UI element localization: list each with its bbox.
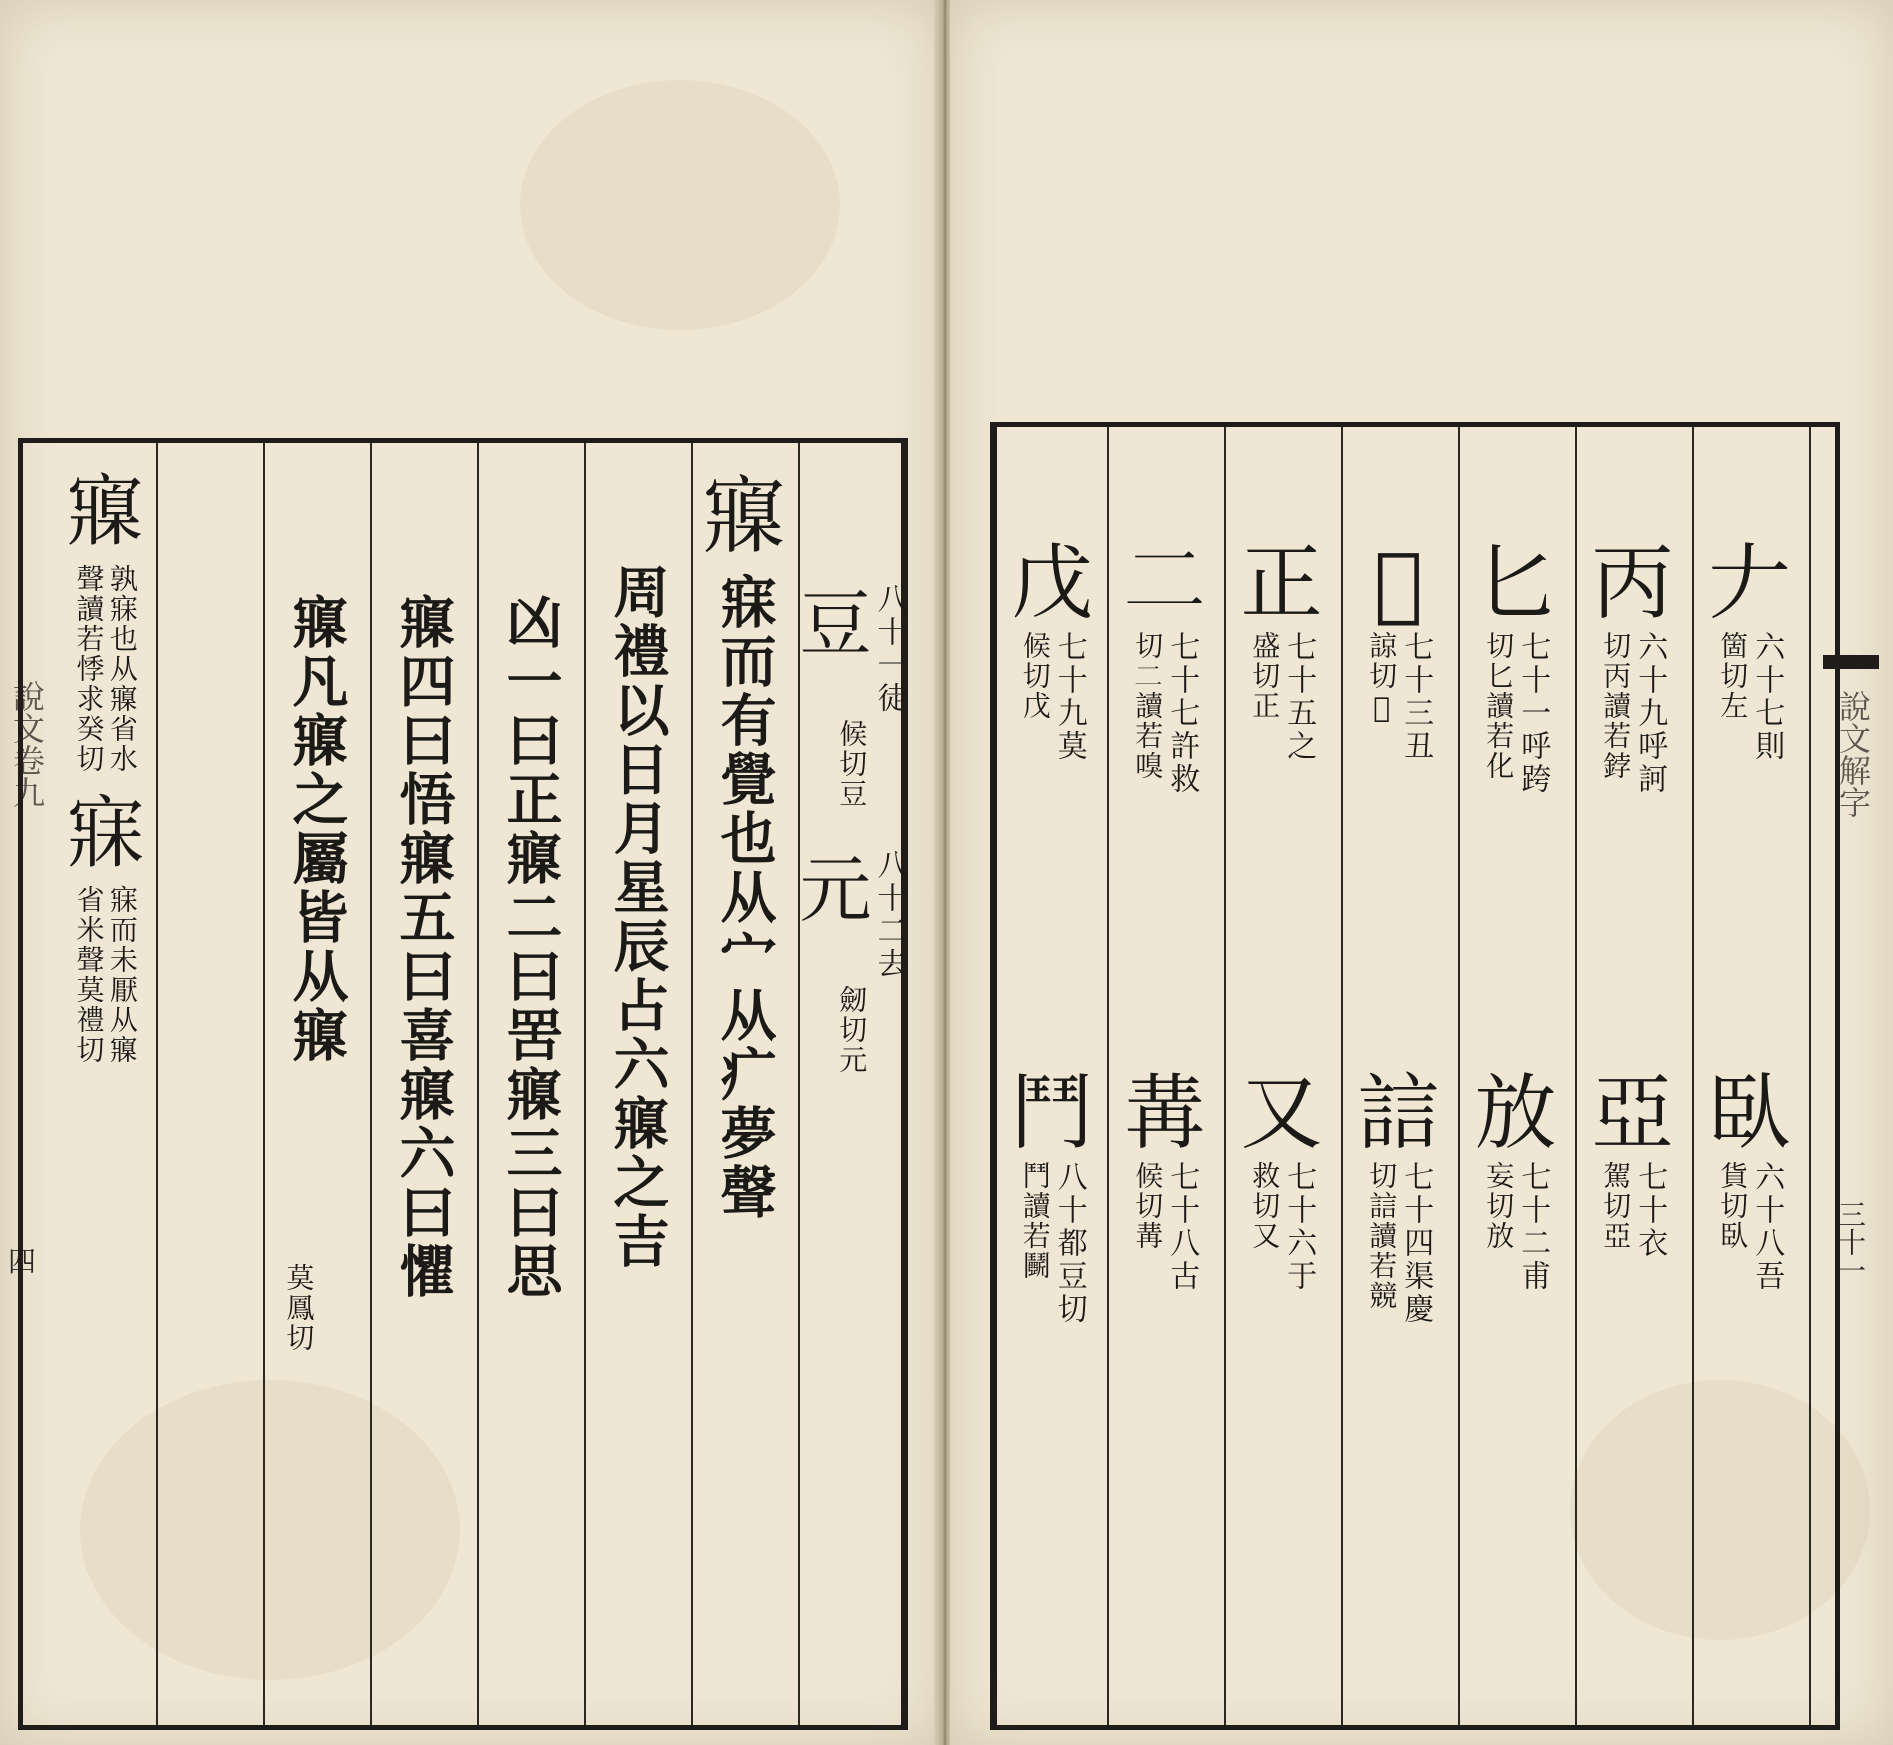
seal-character: 臥 (1708, 1066, 1791, 1161)
seal-character-head: 寱 (702, 467, 787, 565)
fanqie-note: 鬥讀若鬭 (1018, 1161, 1052, 1282)
entry-bottom-5 (1224, 1067, 1339, 1293)
entry-number: 七十三丑 (1398, 631, 1434, 764)
entry-top-5 (1224, 537, 1339, 763)
left-page (0, 0, 940, 1745)
entry-number: 八十一徒 (871, 583, 907, 715)
gloss-line: 寱四曰悟寱五曰喜寱六曰懼 (390, 593, 457, 1301)
paper-stain (520, 80, 840, 330)
seal-character: 𠂇 (1708, 536, 1791, 631)
fanqie-note: 切𠄞讀若嗅 (1131, 631, 1165, 782)
seal-character: 𠢋 (1373, 536, 1424, 631)
seal-character: 戊 (1010, 536, 1093, 631)
fanqie-note: 候切豆 (835, 719, 869, 809)
seal-character: 放 (1474, 1066, 1557, 1161)
fanqie-note: 貨切臥 (1716, 1161, 1750, 1252)
fanqie-note: 切誩讀若競 (1365, 1161, 1399, 1312)
entry-number: 七十七許救 (1164, 631, 1200, 797)
fanqie-note: 切匕讀若化 (1482, 631, 1516, 782)
seal-character: 𠄞 (1123, 536, 1206, 631)
entry-number: 七十衣 (1632, 1161, 1668, 1261)
gloss-column (264, 443, 369, 1725)
entry-number: 八十都豆切 (1051, 1161, 1087, 1327)
entry-number: 七十五之 (1281, 631, 1317, 764)
entry-number: 六十九呼訶 (1632, 631, 1668, 797)
gloss-column (585, 443, 690, 1725)
gloss-line: 寱凡寱之屬皆从寱 (283, 593, 350, 1065)
seal-character: 誩 (1357, 1066, 1440, 1161)
entry-number: 七十九莫 (1051, 631, 1087, 764)
seal-character-sub-a: 寱 (66, 467, 145, 557)
seal-character-dou: 豆 (799, 582, 872, 666)
sub-note: 寐而未厭从寱 (105, 885, 139, 1066)
sub-note: 省米聲莫禮切 (72, 885, 106, 1066)
fanqie-note: 莫鳳切 (282, 1263, 316, 1353)
right-folio: 三十一 (1834, 1200, 1867, 1284)
left-folio: 四 (8, 1245, 37, 1278)
entry-number: 八十二去 (871, 849, 907, 981)
entry-dou-column (799, 443, 907, 1725)
entry-top-7 (997, 537, 1107, 763)
seal-character: 匕 (1474, 536, 1557, 631)
sub-note: 聲讀若悸求癸切 (72, 563, 106, 774)
entry-number: 七十二甫 (1515, 1161, 1551, 1294)
seal-character: 丙 (1591, 536, 1674, 631)
fanqie-note: 箇切左 (1716, 631, 1750, 722)
entry-bottom-4 (1341, 1067, 1456, 1326)
gloss-column (478, 443, 583, 1725)
entry-number: 七十六于 (1281, 1161, 1317, 1294)
right-page (950, 0, 1893, 1745)
entry-bottom-2 (1575, 1067, 1690, 1260)
head-entry-column (692, 443, 797, 1725)
seal-character: 亞 (1591, 1066, 1674, 1161)
fanqie-note: 盛切正 (1248, 631, 1282, 722)
fanqie-note: 候切冓 (1131, 1161, 1165, 1252)
entry-bottom-7 (997, 1067, 1107, 1326)
sub-note: 孰寐也从寱省水 (105, 563, 139, 774)
entry-top-4 (1341, 537, 1456, 763)
seal-character: 又 (1240, 1066, 1323, 1161)
entry-top-1 (1692, 537, 1807, 763)
seal-character-sub-b: 寐 (66, 788, 145, 879)
fanqie-note: 駕切亞 (1599, 1161, 1633, 1252)
fanqie-note: 候切戊 (1018, 631, 1052, 722)
fanqie-note: 切丙讀若鋍 (1599, 631, 1633, 782)
entry-number: 七十一呼跨 (1515, 631, 1551, 797)
gloss-column (371, 443, 476, 1725)
fanqie-note: 救切又 (1248, 1161, 1282, 1252)
entry-bottom-6 (1107, 1067, 1222, 1293)
seal-character: 鬥 (1010, 1066, 1093, 1161)
column-rule (1809, 427, 1811, 1725)
seal-character: 冓 (1123, 1066, 1206, 1161)
gloss-line: 凶一曰正寱二曰罟寱三曰思 (497, 593, 564, 1301)
entry-top-6 (1107, 537, 1222, 796)
entry-top-2 (1575, 537, 1690, 796)
fanqie-note: 妄切放 (1482, 1161, 1516, 1252)
entry-number: 六十八吾 (1749, 1161, 1785, 1294)
sub-entry-column (53, 443, 158, 1725)
entry-top-3 (1458, 537, 1573, 796)
entry-number: 七十四渠慶 (1398, 1161, 1434, 1327)
entry-bottom-3 (1458, 1067, 1573, 1293)
seal-character-yuan: 元 (799, 848, 872, 932)
entry-bottom-1 (1692, 1067, 1807, 1293)
gloss-line: 周禮以日月星辰占六寱之吉 (604, 563, 671, 1271)
seal-character: 正 (1240, 536, 1323, 631)
entry-number: 六十七則 (1749, 631, 1785, 764)
left-margin-title: 說文卷九 (8, 680, 46, 808)
left-text-frame (18, 438, 908, 1730)
right-text-frame (990, 422, 1840, 1730)
gloss-line: 寐而有覺也从宀从疒夢聲 (711, 572, 778, 1222)
fanqie-note: 諒切𠢋 (1365, 631, 1399, 727)
right-margin-title: 說文解字 (1834, 690, 1872, 818)
entry-number: 七十八古 (1164, 1161, 1200, 1294)
fanqie-note: 劒切元 (835, 985, 869, 1075)
